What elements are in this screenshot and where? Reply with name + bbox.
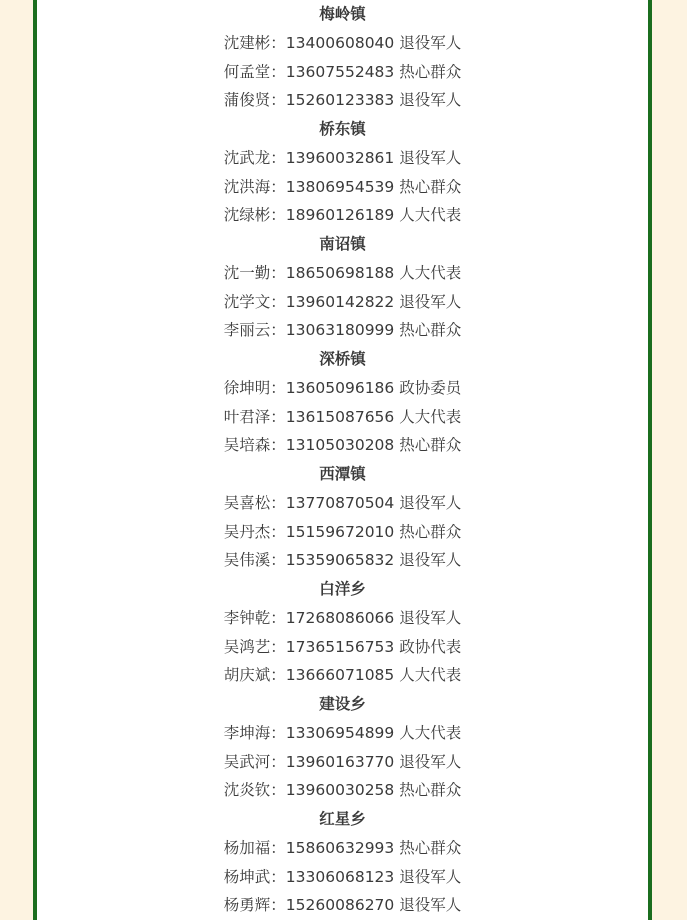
town-heading: 南诏镇 [319, 235, 366, 253]
contact-line: 吴培森：13105030208 热心群众 [223, 436, 462, 455]
town-heading: 桥东镇 [319, 120, 366, 138]
contact-line: 李坤海：13306954899 人大代表 [223, 723, 462, 742]
contact-line: 沈绿彬：18960126189 人大代表 [223, 206, 462, 225]
town-heading: 建设乡 [319, 695, 366, 713]
contact-line: 吴武河：13960163770 退役军人 [223, 752, 462, 771]
contact-line: 杨坤武：13306068123 退役军人 [223, 867, 462, 886]
contact-line: 吴喜松：13770870504 退役军人 [223, 493, 462, 512]
town-heading: 深桥镇 [319, 350, 366, 368]
contact-line: 叶君泽：13615087656 人大代表 [223, 407, 462, 426]
contact-line: 沈洪海：13806954539 热心群众 [223, 177, 462, 196]
contact-list [37, 0, 648, 920]
contact-line: 沈武龙：13960032861 退役军人 [223, 148, 462, 167]
contact-line: 何孟堂：13607552483 热心群众 [223, 62, 462, 81]
town-heading: 梅岭镇 [319, 5, 366, 23]
contact-line: 吴丹杰：15159672010 热心群众 [223, 522, 462, 541]
contact-line: 徐坤明：13605096186 政协委员 [223, 378, 462, 397]
contact-line: 吴鸿艺：17365156753 政协代表 [223, 637, 462, 656]
town-heading: 白洋乡 [319, 580, 366, 598]
contact-line: 杨加福：15860632993 热心群众 [223, 838, 462, 857]
contact-line: 蒲俊贤：15260123383 退役军人 [223, 91, 462, 110]
contact-line: 李钟乾：17268086066 退役军人 [223, 608, 462, 627]
town-heading: 西潭镇 [319, 465, 366, 483]
contact-line: 吴伟溪：15359065832 退役军人 [223, 551, 462, 570]
contact-line: 李丽云：13063180999 热心群众 [223, 321, 462, 340]
contact-line: 沈学文：13960142822 退役军人 [223, 292, 462, 311]
contact-line: 胡庆斌：13666071085 人大代表 [223, 666, 462, 685]
article-frame [33, 0, 652, 920]
contact-line: 杨勇辉：15260086270 退役军人 [223, 896, 462, 915]
town-heading: 红星乡 [319, 810, 366, 828]
contact-line: 沈一勤：18650698188 人大代表 [223, 263, 462, 282]
contact-line: 沈建彬：13400608040 退役军人 [223, 33, 462, 52]
contact-line: 沈炎钦：13960030258 热心群众 [223, 781, 462, 800]
